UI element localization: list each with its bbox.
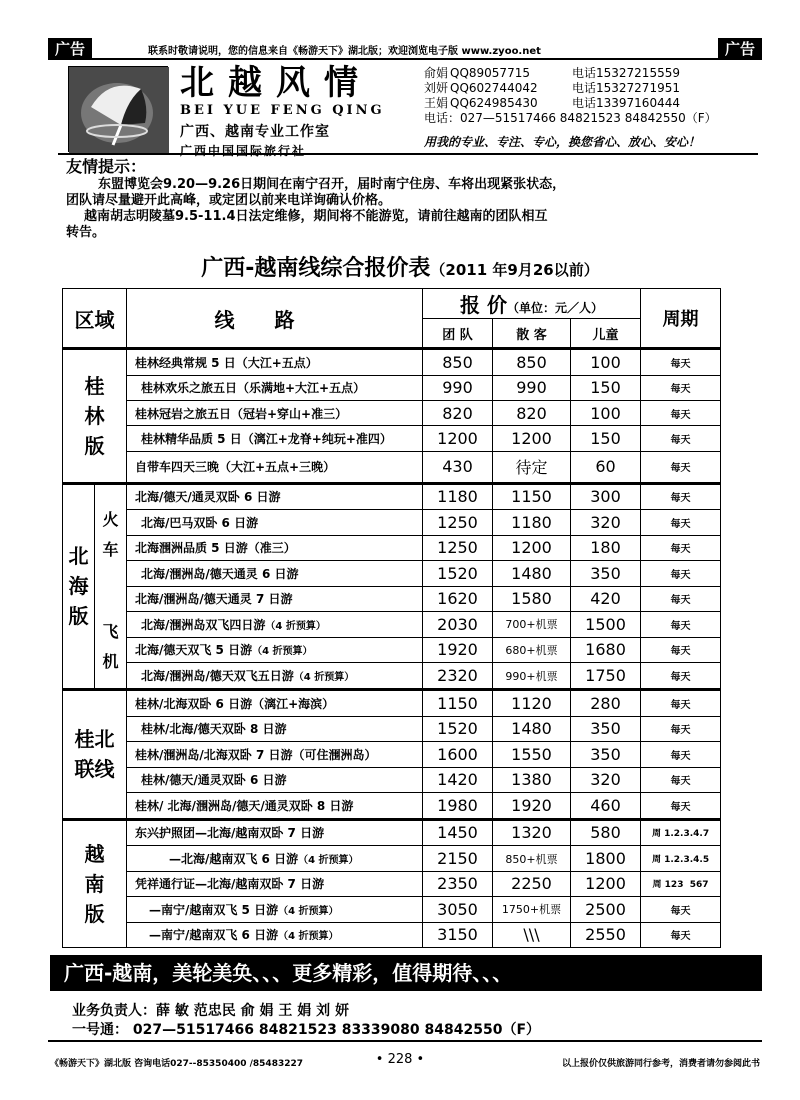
header-route: 线路 bbox=[127, 289, 423, 349]
route-cell: 桂林/北海双卧 6 日游（漓江+海滨） bbox=[127, 690, 423, 717]
cycle-cell: 每天 bbox=[641, 586, 721, 612]
friendly-tips bbox=[66, 157, 756, 241]
route-note: （4 折预算） bbox=[278, 905, 339, 917]
route-cell bbox=[127, 637, 423, 663]
price-individual: 1580 bbox=[493, 586, 571, 612]
header-price-label: 报 价 bbox=[460, 293, 507, 317]
price-child: 1200 bbox=[571, 871, 641, 896]
brand-block bbox=[180, 64, 385, 159]
price-child: 100 bbox=[571, 349, 641, 376]
route-note: （4 折预算） bbox=[265, 620, 326, 632]
table-title-main: 广西-越南线综合报价表 bbox=[201, 256, 431, 281]
cycle-cell: 每天 bbox=[641, 663, 721, 690]
price-individual: 1120 bbox=[493, 690, 571, 717]
price-group: 2150 bbox=[423, 846, 493, 871]
cycle-cell: 每天 bbox=[641, 561, 721, 586]
table-row bbox=[63, 483, 721, 510]
tips-line: 转告。 bbox=[66, 225, 106, 240]
route-cell: 桂林经典常规 5 日（大江+五点） bbox=[127, 349, 423, 376]
header-child: 儿童 bbox=[571, 319, 641, 349]
price-individual: 1150 bbox=[493, 483, 571, 510]
slogan: 用我的专业、专注、专心，换您省心、放心、安心！ bbox=[424, 135, 701, 149]
route-cell bbox=[127, 897, 423, 922]
price-individual: \\\ bbox=[493, 922, 571, 947]
table-row bbox=[63, 561, 721, 586]
price-individual: 850+机票 bbox=[493, 846, 571, 871]
ad-tag-right: 广告 bbox=[718, 38, 762, 60]
table-row bbox=[63, 375, 721, 400]
table-row bbox=[63, 922, 721, 947]
cycle-cell: 每天 bbox=[641, 510, 721, 535]
table-row bbox=[63, 846, 721, 871]
contact-row bbox=[424, 66, 760, 81]
route-cell: 桂林/北海/德天双卧 8 日游 bbox=[127, 716, 423, 741]
table-row bbox=[63, 401, 721, 426]
route-cell: 北海/德天/通灵双卧 6 日游 bbox=[127, 483, 423, 510]
cycle-cell: 每天 bbox=[641, 349, 721, 376]
contact-list bbox=[424, 66, 760, 126]
contact-name: 俞娟 bbox=[424, 66, 449, 80]
price-child: 1800 bbox=[571, 846, 641, 871]
price-group: 3150 bbox=[423, 922, 493, 947]
price-child: 460 bbox=[571, 792, 641, 819]
price-child: 2500 bbox=[571, 897, 641, 922]
contact-name: 刘妍 bbox=[424, 81, 449, 95]
footer-right: 以上报价仅供旅游同行参考，消费者请勿参阅此书 bbox=[561, 1059, 760, 1069]
table-row bbox=[63, 535, 721, 560]
brand-name: 北越风情 bbox=[180, 63, 372, 103]
hotline: 一号通： 027—51517466 84821523 83339080 84842550（F） bbox=[72, 1022, 541, 1038]
table-title-date: （2011 年9月26以前） bbox=[430, 261, 599, 279]
route-cell: 桂林/涠洲岛/北海双卧 7 日游（可住涠洲岛） bbox=[127, 742, 423, 767]
umbrella-logo-icon bbox=[68, 66, 168, 152]
route-cell: 北海/涠洲岛/德天通灵 7 日游 bbox=[127, 586, 423, 612]
brand-subtitle: 广西、越南专业工作室 bbox=[180, 124, 330, 140]
cycle-cell: 每天 bbox=[641, 401, 721, 426]
route-name: —南宁/越南双飞 6 日游 bbox=[149, 928, 279, 943]
cycle-cell: 每天 bbox=[641, 612, 721, 638]
price-individual: 1320 bbox=[493, 819, 571, 846]
route-cell bbox=[127, 846, 423, 871]
table-row bbox=[63, 426, 721, 451]
contact-qq: QQ602744042 bbox=[450, 81, 538, 95]
price-child: 320 bbox=[571, 767, 641, 792]
route-cell bbox=[127, 663, 423, 690]
price-individual: 待定 bbox=[493, 451, 571, 483]
price-group: 2350 bbox=[423, 871, 493, 896]
tips-line: 越南胡志明陵墓9.5-11.4日法定维修，期间将不能游览，请前往越南的团队相互 bbox=[84, 209, 548, 224]
tips-line: 东盟博览会9.20—9.26日期间在南宁召开，届时南宁住房、车将出现紧张状态， bbox=[98, 177, 566, 192]
table-row bbox=[63, 792, 721, 819]
route-cell: 桂林欢乐之旅五日（乐满地+大江+五点） bbox=[127, 375, 423, 400]
price-group: 1250 bbox=[423, 535, 493, 560]
price-table bbox=[62, 288, 721, 948]
contact-phone: 电话：027—51517466 84821523 84842550（F） bbox=[424, 111, 717, 125]
price-child: 100 bbox=[571, 401, 641, 426]
price-individual: 1200 bbox=[493, 426, 571, 451]
price-individual: 820 bbox=[493, 401, 571, 426]
price-child: 580 bbox=[571, 819, 641, 846]
top-ad-bar bbox=[48, 38, 762, 60]
price-child: 150 bbox=[571, 375, 641, 400]
price-group: 1620 bbox=[423, 586, 493, 612]
route-cell: 北海/涠洲岛/德天通灵 6 日游 bbox=[127, 561, 423, 586]
price-individual: 850 bbox=[493, 349, 571, 376]
footer-left: 《畅游天下》湖北版 咨询电话027--85350400 /85483227 bbox=[50, 1059, 304, 1069]
table-row bbox=[63, 871, 721, 896]
cycle-cell: 每天 bbox=[641, 451, 721, 483]
region-beihai: 北海版 bbox=[63, 483, 95, 689]
cycle-cell: 每天 bbox=[641, 535, 721, 560]
brand-agency: 广西中国国际旅行社 bbox=[180, 144, 307, 158]
price-group: 1200 bbox=[423, 426, 493, 451]
header-group: 团 队 bbox=[423, 319, 493, 349]
table-row bbox=[63, 510, 721, 535]
header-cycle: 周期 bbox=[641, 289, 721, 349]
price-group: 1600 bbox=[423, 742, 493, 767]
price-individual: 680+机票 bbox=[493, 637, 571, 663]
table-row bbox=[63, 690, 721, 717]
price-group: 990 bbox=[423, 375, 493, 400]
contact-qq: QQ624985430 bbox=[450, 96, 538, 110]
price-child: 1500 bbox=[571, 612, 641, 638]
price-group: 1150 bbox=[423, 690, 493, 717]
route-note: （4 折预算） bbox=[252, 646, 313, 658]
price-child: 60 bbox=[571, 451, 641, 483]
tips-title: 友情提示： bbox=[66, 157, 147, 176]
route-cell bbox=[127, 922, 423, 947]
price-child: 280 bbox=[571, 690, 641, 717]
cycle-cell: 每天 bbox=[641, 690, 721, 717]
table-row bbox=[63, 819, 721, 846]
table-row bbox=[63, 742, 721, 767]
route-cell: 桂林/ 北海/涠洲岛/德天/通灵双卧 8 日游 bbox=[127, 792, 423, 819]
route-cell: 自带车四天三晚（大江+五点+三晚） bbox=[127, 451, 423, 483]
header-price bbox=[423, 289, 641, 319]
price-individual: 1480 bbox=[493, 561, 571, 586]
price-group: 430 bbox=[423, 451, 493, 483]
table-row bbox=[63, 897, 721, 922]
cycle-cell: 周 1.2.3.4.7 bbox=[641, 819, 721, 846]
price-child: 1680 bbox=[571, 637, 641, 663]
price-individual: 700+机票 bbox=[493, 612, 571, 638]
table-title bbox=[0, 254, 800, 285]
route-note: （4 折预算） bbox=[278, 931, 339, 943]
price-child: 350 bbox=[571, 742, 641, 767]
tips-line: 团队请尽量避开此高峰，或定团以前来电详询确认价格。 bbox=[66, 193, 392, 208]
route-cell: 北海/巴马双卧 6 日游 bbox=[127, 510, 423, 535]
brand-pinyin: BEI YUE FENG QING bbox=[180, 103, 385, 118]
cycle-cell: 每天 bbox=[641, 637, 721, 663]
page-number: • 228 • bbox=[375, 1052, 425, 1067]
price-group: 2320 bbox=[423, 663, 493, 690]
contact-row bbox=[424, 96, 760, 111]
cycle-cell: 周 123 567 bbox=[641, 871, 721, 896]
price-group: 1520 bbox=[423, 716, 493, 741]
cycle-cell: 周 1.2.3.4.5 bbox=[641, 846, 721, 871]
route-name: 北海/涠洲岛/德天双飞五日游 bbox=[141, 669, 294, 684]
region-guibei: 桂北联线 bbox=[63, 690, 127, 820]
header-price-unit: （单位：元／人） bbox=[506, 301, 603, 315]
price-group: 820 bbox=[423, 401, 493, 426]
header-individual: 散 客 bbox=[493, 319, 571, 349]
price-individual: 1380 bbox=[493, 767, 571, 792]
cycle-cell: 每天 bbox=[641, 375, 721, 400]
route-cell: 凭祥通行证—北海/越南双卧 7 日游 bbox=[127, 871, 423, 896]
transport-plane: 飞机 bbox=[95, 586, 127, 690]
contact-tel: 电话15327215559 bbox=[572, 66, 680, 80]
cycle-cell: 每天 bbox=[641, 792, 721, 819]
top-info-text: 联系时敬请说明，您的信息来自《畅游天下》湖北版；欢迎浏览电子版 www.zyoo.net bbox=[148, 46, 541, 57]
price-group: 1180 bbox=[423, 483, 493, 510]
price-individual: 1550 bbox=[493, 742, 571, 767]
cycle-cell: 每天 bbox=[641, 897, 721, 922]
cycle-cell: 每天 bbox=[641, 742, 721, 767]
price-group: 850 bbox=[423, 349, 493, 376]
price-group: 3050 bbox=[423, 897, 493, 922]
price-child: 350 bbox=[571, 561, 641, 586]
price-individual: 1180 bbox=[493, 510, 571, 535]
price-individual: 2250 bbox=[493, 871, 571, 896]
price-child: 2550 bbox=[571, 922, 641, 947]
price-child: 1750 bbox=[571, 663, 641, 690]
promo-banner: 广西-越南，美轮美奂、、、更多精彩，值得期待、、、 bbox=[50, 955, 762, 991]
price-child: 320 bbox=[571, 510, 641, 535]
contact-name: 王娟 bbox=[424, 96, 449, 110]
route-name: 北海/德天双飞 5 日游 bbox=[135, 643, 253, 658]
price-group: 2030 bbox=[423, 612, 493, 638]
route-cell: 东兴护照团—北海/越南双卧 7 日游 bbox=[127, 819, 423, 846]
price-child: 150 bbox=[571, 426, 641, 451]
table-row bbox=[63, 612, 721, 638]
table-row bbox=[63, 637, 721, 663]
price-individual: 1920 bbox=[493, 792, 571, 819]
contact-row bbox=[424, 81, 760, 96]
staff-line: 业务负责人：薛 敏 范忠民 俞 娟 王 娟 刘 妍 bbox=[72, 1003, 349, 1019]
price-group: 1980 bbox=[423, 792, 493, 819]
price-group: 1420 bbox=[423, 767, 493, 792]
contact-tel: 电话13397160444 bbox=[572, 96, 680, 110]
route-cell: 桂林精华品质 5 日（漓江+龙脊+纯玩+准四） bbox=[127, 426, 423, 451]
price-individual: 1750+机票 bbox=[493, 897, 571, 922]
table-row bbox=[63, 663, 721, 690]
route-note: （4 折预算） bbox=[293, 672, 355, 684]
price-child: 420 bbox=[571, 586, 641, 612]
route-cell: 桂林冠岩之旅五日（冠岩+穿山+准三） bbox=[127, 401, 423, 426]
price-individual: 990 bbox=[493, 375, 571, 400]
contact-tel: 电话15327271951 bbox=[572, 81, 680, 95]
route-cell bbox=[127, 612, 423, 638]
transport-train: 火车 bbox=[95, 483, 127, 586]
cycle-cell: 每天 bbox=[641, 767, 721, 792]
ad-tag-left: 广告 bbox=[48, 38, 92, 60]
cycle-cell: 每天 bbox=[641, 922, 721, 947]
table-row bbox=[63, 716, 721, 741]
contact-qq: QQ89057715 bbox=[450, 66, 530, 80]
route-name: 北海/涠洲岛双飞四日游 bbox=[141, 617, 266, 632]
price-individual: 1200 bbox=[493, 535, 571, 560]
price-child: 180 bbox=[571, 535, 641, 560]
cycle-cell: 每天 bbox=[641, 483, 721, 510]
cycle-cell: 每天 bbox=[641, 716, 721, 741]
table-row bbox=[63, 586, 721, 612]
region-guilin: 桂林版 bbox=[63, 349, 127, 484]
price-individual: 1480 bbox=[493, 716, 571, 741]
table-row bbox=[63, 767, 721, 792]
route-cell: 北海涠洲品质 5 日游（准三） bbox=[127, 535, 423, 560]
price-group: 1450 bbox=[423, 819, 493, 846]
route-cell: 桂林/德天/通灵双卧 6 日游 bbox=[127, 767, 423, 792]
footer-divider bbox=[48, 1040, 762, 1042]
price-child: 300 bbox=[571, 483, 641, 510]
table-row bbox=[63, 451, 721, 483]
price-group: 1250 bbox=[423, 510, 493, 535]
price-group: 1520 bbox=[423, 561, 493, 586]
header-divider bbox=[58, 153, 758, 155]
cycle-cell: 每天 bbox=[641, 426, 721, 451]
price-individual: 990+机票 bbox=[493, 663, 571, 690]
route-note: （4 折预算） bbox=[298, 855, 359, 866]
header-region: 区域 bbox=[63, 289, 127, 349]
route-name: —北海/越南双飞 6 日游 bbox=[169, 852, 299, 866]
region-vietnam: 越南版 bbox=[63, 819, 127, 947]
price-child: 350 bbox=[571, 716, 641, 741]
table-row bbox=[63, 349, 721, 376]
price-group: 1920 bbox=[423, 637, 493, 663]
route-name: —南宁/越南双飞 5 日游 bbox=[149, 902, 279, 917]
